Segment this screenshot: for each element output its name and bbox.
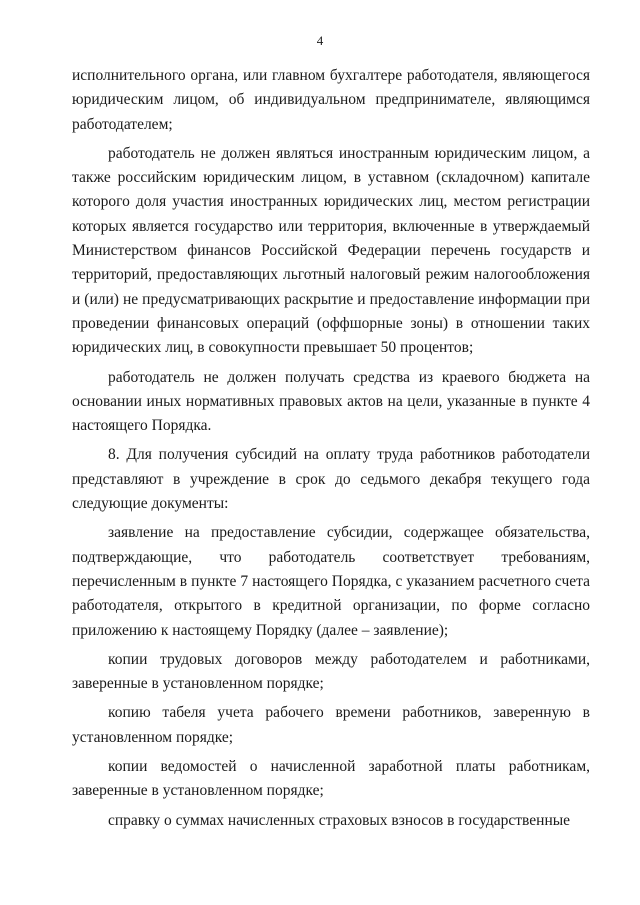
document-body <box>72 64 590 838</box>
paragraph-regional-budget-requirement: работодатель не должен получать средства из краевого бюджета на основании иных нормативных правовых актов на цели, указанные в пункте 4 настоящего Порядка. <box>72 368 590 435</box>
paragraph-continuation: исполнительного органа, или главном бухгалтере работодателя, являющегося юридическим лицом, об индивидуальном предпринимателе, являющимся работодателем; <box>72 67 590 133</box>
paragraph-application: заявление на предоставление субсидии, содержащее обязательства, подтверждающие, что работодатель соответствует требованиям, перечисленным в пункте 7 настоящего Порядка, с указанием расчетного счета работодателя, открытого в кредитной организации, по форме согласно приложению к настоящему Порядку (далее – заявление); <box>72 524 590 639</box>
page-number: 4 <box>316 33 324 48</box>
paragraph-payroll-statements: копии ведомостей о начисленной заработной платы работникам, заверенные в установленном порядке; <box>72 758 590 800</box>
paragraph-labor-contracts: копии трудовых договоров между работодателем и работниками, заверенные в установленном порядке; <box>72 650 590 693</box>
paragraph-item-8: 8. Для получения субсидий на оплату труда работников работодатели представляют в учреждение в срок до седьмого декабря текущего года следующие документы: <box>72 446 590 513</box>
paragraph-insurance-certificate: справку о суммах начисленных страховых взносов в государственные <box>108 811 571 829</box>
paragraph-timesheet: копию табеля учета рабочего времени работников, заверенную в установленном порядке; <box>72 704 590 746</box>
paragraph-foreign-entity-requirement: работодатель не должен являться иностранным юридическим лицом, а также российским юридическим лицом, в уставном (складочном) капитале которого доля участия иностранных юридических лиц, местом регистрации которых является государство или территория, включенные в утверждаемый Министерством финансов Российской Федерации перечень государств и территорий, предоставляющих льготный налоговый режим налогообложения и (или) не предусматривающих раскрытие и предоставление информации при проведении финансовых операций (оффшорные зоны) в отношении таких юридических лиц, в совокупности превышает 50 процентов; <box>72 144 590 357</box>
